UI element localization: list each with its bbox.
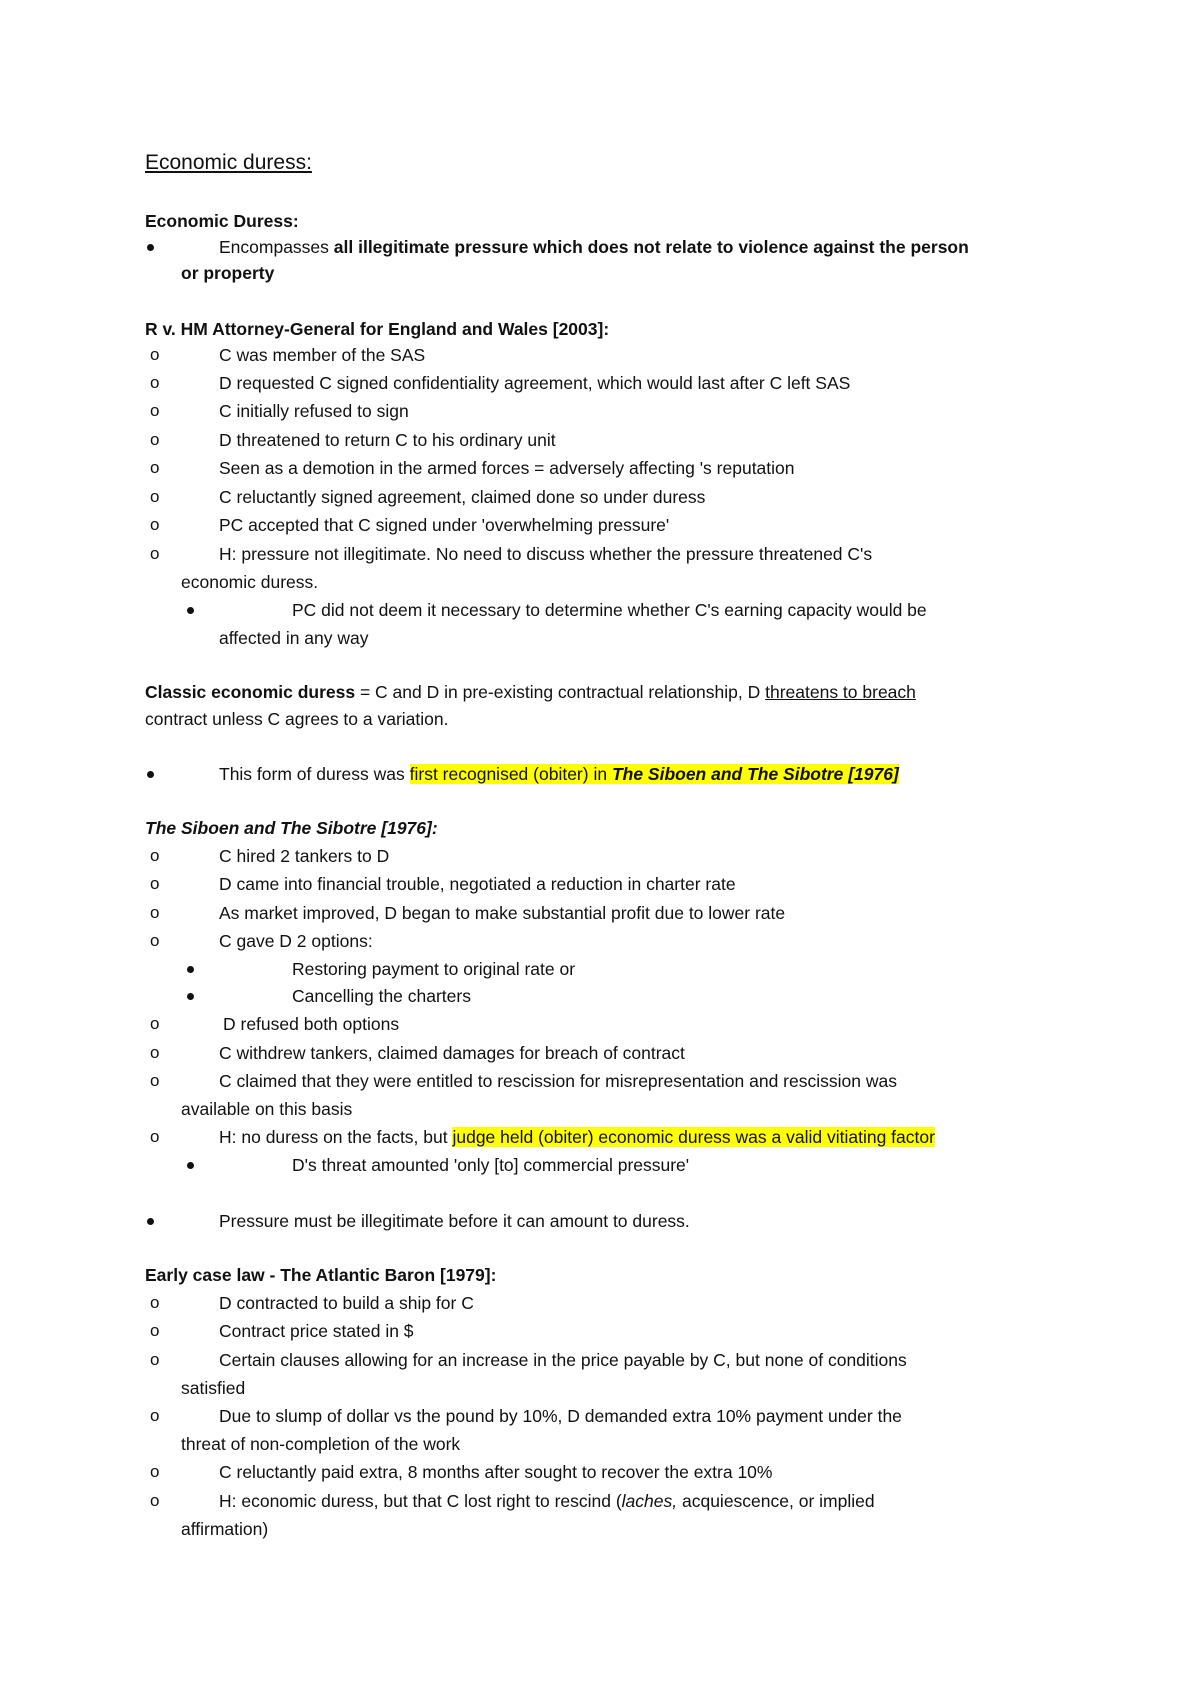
list-item: Contract price stated in $ <box>219 1321 414 1341</box>
list-item: C reluctantly paid extra, 8 months after sought to recover the extra 10% <box>219 1462 773 1482</box>
list-item: C hired 2 tankers to D <box>219 846 390 866</box>
italic-term: laches, <box>621 1491 678 1511</box>
circle-bullet-icon: o <box>150 1043 160 1062</box>
list-item: C withdrew tankers, claimed damages for breach of contract <box>219 1043 685 1063</box>
bullet-icon <box>187 993 194 1000</box>
definition-continuation: contract unless C agrees to a variation. <box>145 709 449 729</box>
list-item: D requested C signed confidentiality agreement, which would last after C left SAS <box>219 373 851 393</box>
highlighted-case-name: The Siboen and The Sibotre [1976] <box>611 764 899 784</box>
list-item: D threatened to return C to his ordinary unit <box>219 430 556 450</box>
list-item: PC accepted that C signed under 'overwhelming pressure' <box>219 515 670 535</box>
circle-bullet-icon: o <box>150 1014 160 1033</box>
circle-bullet-icon: o <box>150 1127 160 1146</box>
holding-text <box>219 1490 875 1512</box>
sub-list-item-continuation: affected in any way <box>219 628 369 648</box>
holding-continuation: affirmation) <box>181 1519 269 1539</box>
list-item <box>219 763 899 785</box>
list-item: C reluctantly signed agreement, claimed done so under duress <box>219 487 706 507</box>
list-item: Seen as a demotion in the armed forces = adversely affecting 's reputation <box>219 458 795 478</box>
list-item: C claimed that they were entitled to rescission for misrepresentation and rescission was <box>219 1071 897 1091</box>
sub-list-item: Cancelling the charters <box>292 986 471 1006</box>
sub-list-item: PC did not deem it necessary to determine whether C's earning capacity would be <box>292 600 927 620</box>
list-item: D refused both options <box>223 1014 400 1034</box>
circle-bullet-icon: o <box>150 1462 160 1481</box>
definition-line <box>145 681 916 703</box>
section-heading: R v. HM Attorney-General for England and Wales [2003]: <box>145 319 610 339</box>
bullet-icon <box>147 1218 154 1225</box>
sub-list-item: D's threat amounted 'only [to] commercial pressure' <box>292 1155 690 1175</box>
bullet-icon <box>187 1162 194 1169</box>
holding-lead: H: no duress on the facts, but <box>219 1127 453 1147</box>
circle-bullet-icon: o <box>150 1491 160 1510</box>
highlighted-text: judge held (obiter) economic duress was a valid vitiating factor <box>452 1127 935 1147</box>
list-item: Certain clauses allowing for an increase in the price payable by C, but none of conditions <box>219 1350 907 1370</box>
circle-bullet-icon: o <box>150 1350 160 1369</box>
list-item: Pressure must be illegitimate before it can amount to duress. <box>219 1211 690 1231</box>
list-item-continuation: threat of non-completion of the work <box>181 1434 461 1454</box>
document-title: Economic duress: <box>145 151 312 174</box>
list-item: C gave D 2 options: <box>219 931 373 951</box>
circle-bullet-icon: o <box>150 487 160 506</box>
definition-term: Classic economic duress <box>145 682 356 702</box>
emphasis-text: all illegitimate pressure which does not relate to violence against the person <box>333 237 969 257</box>
list-item-continuation: satisfied <box>181 1378 246 1398</box>
list-item-text: This form of duress was <box>219 764 410 784</box>
list-item-continuation: or property <box>181 263 275 283</box>
circle-bullet-icon: o <box>150 1406 160 1425</box>
list-item: As market improved, D began to make substantial profit due to lower rate <box>219 903 786 923</box>
underlined-text: threatens to breach <box>765 682 916 702</box>
circle-bullet-icon: o <box>150 345 160 364</box>
list-item: D came into financial trouble, negotiated a reduction in charter rate <box>219 874 736 894</box>
list-item-continuation: available on this basis <box>181 1099 353 1119</box>
highlighted-text: first recognised (obiter) in <box>409 764 612 784</box>
holding-lead: H: economic duress, but that C lost right to rescind ( <box>219 1491 622 1511</box>
list-item-text: Encompasses <box>219 237 334 257</box>
circle-bullet-icon: o <box>150 544 160 563</box>
holding-text: H: pressure not illegitimate. No need to discuss whether the pressure threatened C's <box>219 544 873 564</box>
bullet-icon <box>147 771 154 778</box>
circle-bullet-icon: o <box>150 515 160 534</box>
circle-bullet-icon: o <box>150 430 160 449</box>
sub-list-item: Restoring payment to original rate or <box>292 959 576 979</box>
circle-bullet-icon: o <box>150 458 160 477</box>
definition-text: = C and D in pre-existing contractual relationship, D <box>355 682 766 702</box>
circle-bullet-icon: o <box>150 401 160 420</box>
circle-bullet-icon: o <box>150 874 160 893</box>
circle-bullet-icon: o <box>150 1293 160 1312</box>
section-heading: Economic Duress: <box>145 211 299 231</box>
circle-bullet-icon: o <box>150 931 160 950</box>
bullet-icon <box>187 607 194 614</box>
holding-continuation: economic duress. <box>181 572 319 592</box>
list-item: C initially refused to sign <box>219 401 409 421</box>
list-item: Due to slump of dollar vs the pound by 10%, D demanded extra 10% payment under the <box>219 1406 902 1426</box>
holding-text <box>219 1126 935 1148</box>
circle-bullet-icon: o <box>150 373 160 392</box>
list-item <box>219 236 969 258</box>
list-item: D contracted to build a ship for C <box>219 1293 474 1313</box>
circle-bullet-icon: o <box>150 1071 160 1090</box>
section-heading: Early case law - The Atlantic Baron [1979]: <box>145 1265 497 1285</box>
list-item: C was member of the SAS <box>219 345 426 365</box>
circle-bullet-icon: o <box>150 846 160 865</box>
section-heading: The Siboen and The Sibotre [1976]: <box>145 818 438 838</box>
circle-bullet-icon: o <box>150 1321 160 1340</box>
bullet-icon <box>147 244 154 251</box>
circle-bullet-icon: o <box>150 903 160 922</box>
holding-tail: acquiescence, or implied <box>677 1491 875 1511</box>
bullet-icon <box>187 966 194 973</box>
